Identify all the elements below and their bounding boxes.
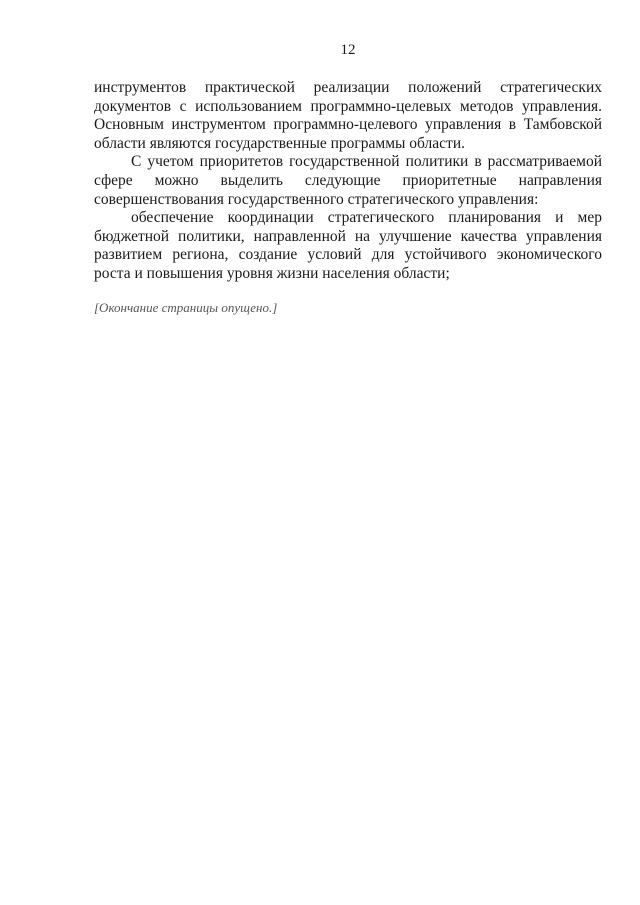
page-number: 12 [340, 42, 356, 58]
omission-note: [Окончание страницы опущено.] [94, 299, 278, 315]
paragraph: С учетом приоритетов государственной политики в рассматриваемой сфере можно выделить следующие приоритетные направления совершенствования государственного стратегического управления: [94, 153, 602, 208]
paragraph: обеспечение координации стратегического планирования и мер бюджетной политики, направленной на улучшение качества управления развитием региона, создание условий для устойчивого экономического роста и повышения уровня жизни населения области; [94, 209, 602, 282]
paragraph: инструментов практической реализации положений стратегических документов с использованием программно-целевых методов управления. Основным инструментом программно-целевого управления в Тамбовской области являются государственные программы области. [94, 79, 602, 152]
